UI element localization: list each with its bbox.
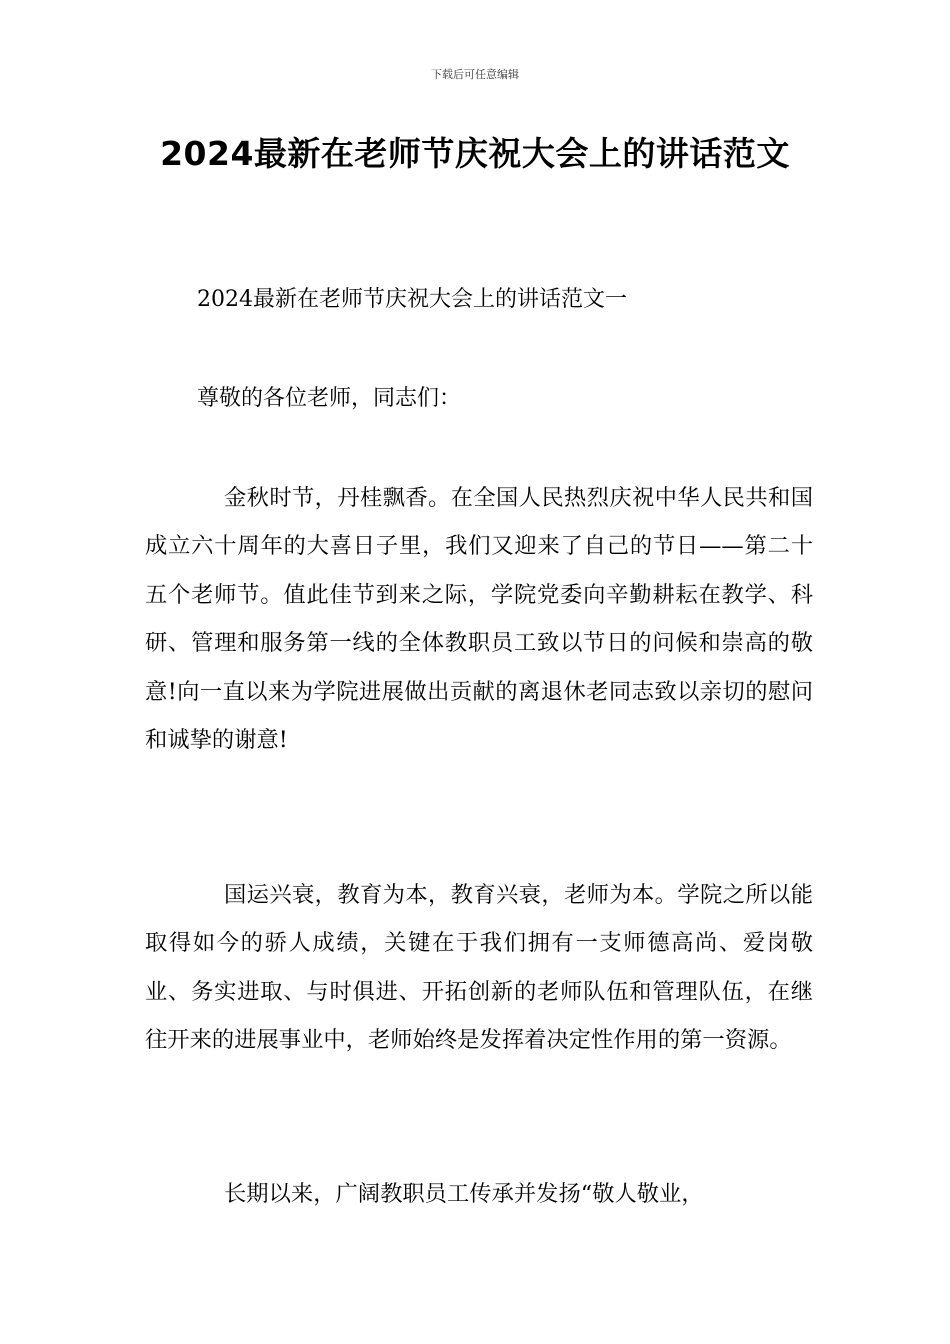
body-paragraph-1: 金秋时节，丹桂飘香。在全国人民热烈庆祝中华人民共和国成立六十周年的大喜日子里，我们又迎来了自己的节日——第二十五个老师节。值此佳节到来之际，学院党委向辛勤耕耘在教学、科研、管理和服务第一线的全体教职员工致以节日的问候和崇高的敬意!向一直以来为学院进展做出贡献的离退休老同志致以亲切的慰问和诚挚的谢意! <box>145 485 813 754</box>
section-subtitle: 2024最新在老师节庆祝大会上的讲话范文一 <box>197 287 627 312</box>
greeting-line: 尊敬的各位老师，同志们： <box>197 386 462 411</box>
document-title: 2024最新在老师节庆祝大会上的讲话范文 <box>160 134 790 173</box>
header-note: 下载后可任意编辑 <box>431 68 519 81</box>
body-paragraph-3: 长期以来，广阔教职员工传承并发扬“敬人敬业， <box>224 1181 704 1207</box>
body-paragraph-2: 国运兴衰，教育为本，教育兴衰，老师为本。学院之所以能取得如今的骄人成绩，关键在于我们拥有一支师德高尚、爱岗敬业、务实进取、与时俱进、开拓创新的老师队伍和管理队伍，在继往开来的进展事业中，老师始终是发挥着决定性作用的第一资源。 <box>145 882 813 1054</box>
